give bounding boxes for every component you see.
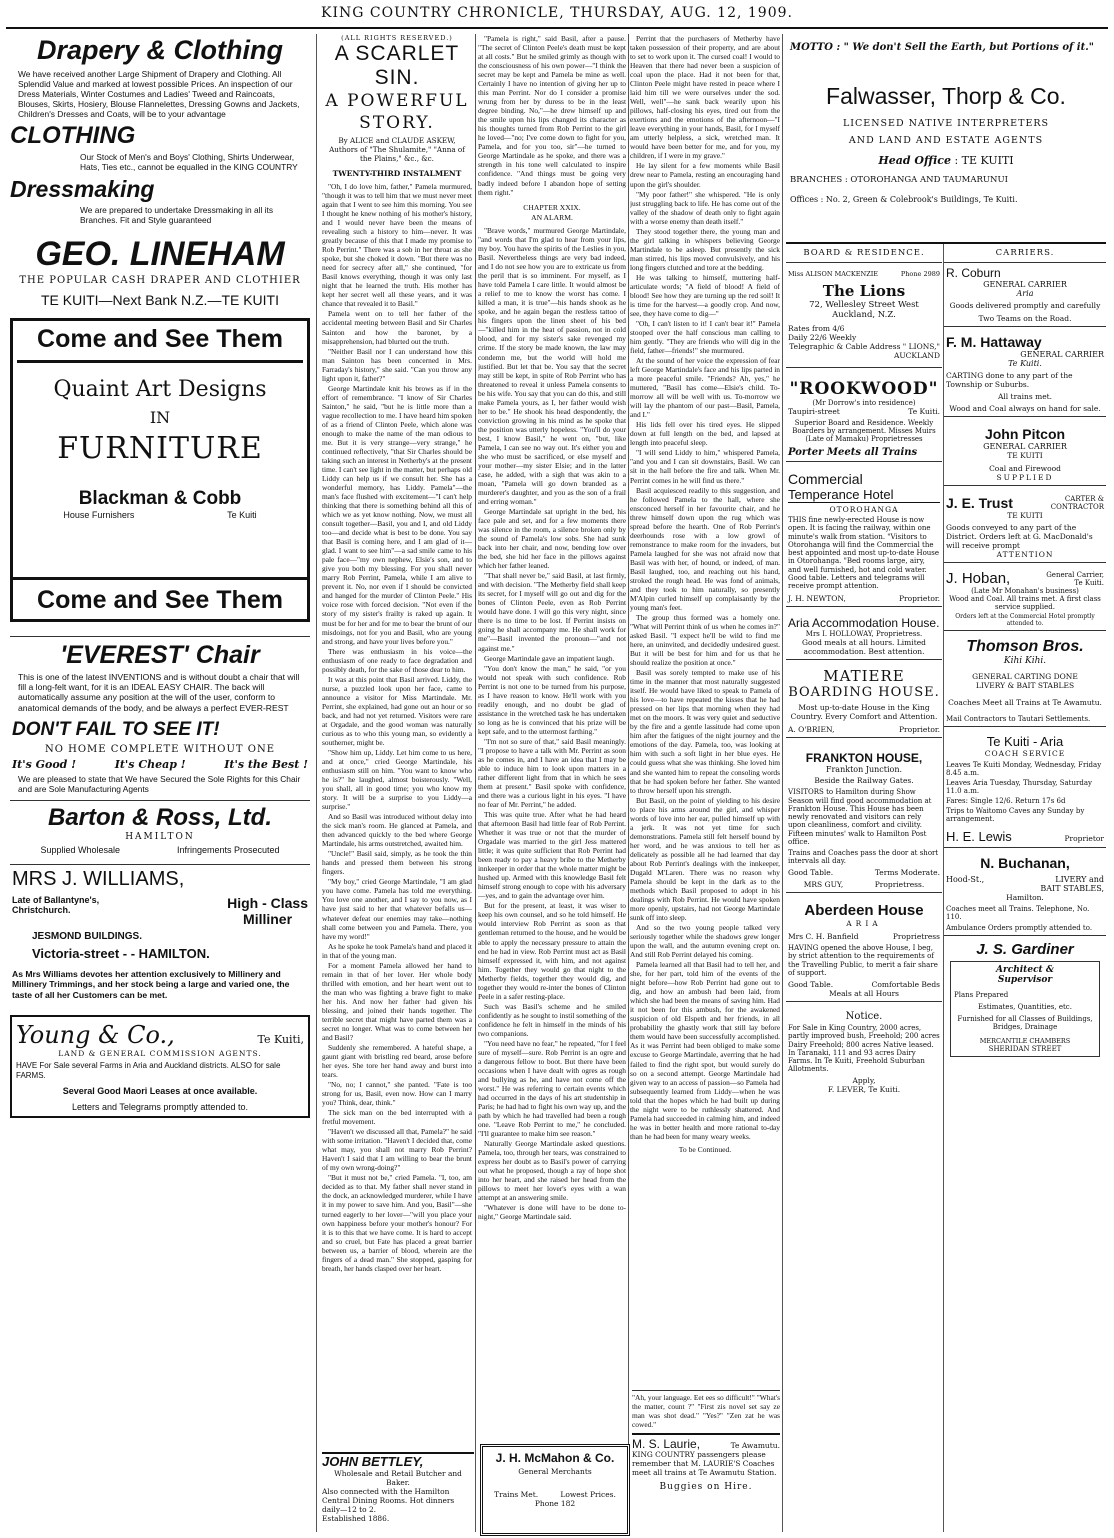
- serial-paragraph: Suddenly she remembered. A hateful shape, a gaunt giant with bristling red beard, arose before her eyes. She tore her hand away and burst into tears.: [322, 1042, 472, 1080]
- furniture-headline-top: Come and See Them: [17, 325, 303, 363]
- serial-paragraph: The group thus formed was a homely one. "What will Perrint think of us when he comes in?" asked Basil. "I expect he'll be wild to find me here, an uninvited, and decidedly undesired guest. But it will be best for him and for us that he should realize the position at once.": [630, 612, 780, 668]
- serial-paragraph: "Uncle!" Basil said, simply, as he took the thin hands and pressed them between his strong fingers.: [322, 849, 472, 877]
- coburn-town: Aria: [1016, 289, 1034, 298]
- aberdeen-meals: Meals at all Hours: [828, 989, 900, 998]
- slogan-good: It's Good !: [12, 757, 77, 771]
- falwasser-rule: [786, 242, 1106, 244]
- lewis-role: Proprietor: [1064, 834, 1104, 843]
- commercial-town: OTOROHANGA: [829, 505, 899, 514]
- coach-trips: Trips to Waitomo Caves any Sunday by arrangement.: [946, 807, 1085, 823]
- serial-paragraph: George Martindale gave an impatient laugh.: [484, 653, 615, 663]
- serial-paragraph: "Oh, I do love him, father," Pamela murmured, "though it was to tell him that we must never meet again that I went to see him this morning. You see I thought he knew nothing of his mother's history, and I would never have been the means of revealing such a history to him—never. It was greatly because of this that I made my promise to Rob Perrint." There was a sob in her throat as she spoke, but she choked it down. "But there was no need for secrecy after all," she continued, "for Basil knows everything, though it was only last night that he learned the truth. His mother has kept her secret well all these years, and it was chance that revealed it to Basil.": [322, 182, 472, 309]
- frankton-terms: Terms Moderate.: [874, 868, 940, 877]
- hoban-name: J. Hoban,: [946, 570, 1011, 587]
- lineham-sub: THE POPULAR CASH DRAPER AND CLOTHIER: [19, 274, 301, 286]
- aberdeen-table: Good Table.: [788, 980, 834, 989]
- rookwood-ad: [786, 367, 942, 461]
- mcmahon-prices: Lowest Prices.: [560, 1490, 616, 1499]
- chapter-number: CHAPTER XXIX.: [523, 202, 581, 212]
- serial-paragraph: But Basil, on the point of yielding to his desire to place his arms around the girl, and whisper words of love into her ear, pulled himself up with a jerk. It was not yet time for such demonstrations. Pamela still felt herself bound by her word, and he was anxious to tell her as delicately as possible all he had learned that day about Rob Perrint's dealings with the innkeeper, Dugald M'Laren. There was no reason why Pamela should be kept in the dark as to the methods which Basil proposed to adopt in his dealings with Rob Perrint. He would have spoken more openly, upstairs, had not George Martindale sunk off into sleep.: [630, 795, 780, 922]
- serial-paragraph: The sick man on the bed interrupted with a fretful movement.: [322, 1108, 472, 1127]
- barton-details: [12, 845, 308, 855]
- serial-paragraph: "Show him up, Liddy. Let him come to us here, and at once," cried George Martindale, his enthusiasm still on him. "You want to know who he is?" he laughed, almost boisterously. "Well, you shall, all in good time; you who know my story. It will be a surprise to you Liddy—a surprise.": [322, 747, 472, 812]
- notice-title: Notice.: [845, 1011, 883, 1022]
- falwasser-branches: BRANCHES : OTOROHANGA AND TAUMARUNUI: [790, 175, 1008, 185]
- coburn-role: GENERAL CARRIER: [983, 280, 1067, 289]
- serial-paragraph: And so Basil was introduced without delay into the sick man's room. He glanced at Pamela, and then advanced quickly to the bed where George Martindale, his arms outstretched, awaited him.: [322, 812, 472, 849]
- aria-title: Aria Accommodation House.: [788, 616, 940, 631]
- serial-paragraph: George Martindale sat upright in the bed, his face pale and set, and for a few moments there was silence in the room, a silence broken only by the sound of Pamela's low sobs. She had sunk back into her chair, and now, bending low over the bed, she hid her face in the pillows against which her father leaned.: [478, 507, 626, 571]
- falwasser-motto: MOTTO : " We don't Sell the Earth, but Portions of it.": [790, 42, 1094, 53]
- furniture-headline-bottom: Come and See Them: [13, 577, 307, 615]
- barton-town: HAMILTON: [125, 832, 195, 843]
- serial-paragraph: They stood together there, the young man and the girl talking in whispers believing George Martindale to be asleep. But presently the sick man stirred, his lips moved convulsively, and his long fingers clutched and tore at the bedding.: [630, 226, 780, 272]
- gardiner-estimates: Estimates, Quantities, etc.: [978, 1003, 1072, 1011]
- barton-title: Barton & Ross, Ltd.: [47, 804, 272, 832]
- coburn-name: R. Coburn: [946, 266, 1001, 280]
- williams-high: High - Class: [227, 895, 308, 912]
- commercial-name2: Temperance Hotel: [788, 487, 940, 503]
- serial-paragraph: Perrint that the purchasers of Metherby have taken possession of their property, and are about to set to work upon it. The cursed coal! I would to Heaven that there had never been a suspicion of coal upon the place. Had it not been for that, Clinton Peele might have rested in peace where I laid him till we were ourselves under the sod. Well, well"—he sank back wearily upon his pillows, half-closing his eyes, tired out from the exertions and the emotions of the afternoon—"I leave everything in your hands, Basil, for I myself am utterly helpless, a sick, wretched man. It would have been better for me, and for you, my children, if I were in my grave.": [630, 34, 780, 161]
- young-name: Young & Co.,: [16, 1021, 175, 1050]
- hoban-orders: Orders left at the Commercial Hotel promptly attended to.: [955, 613, 1095, 627]
- serial-paragraph: "My boy," cried George Martindale, "I am glad you have come. Pamela has told me everything. You love one another, and I say to you now, as I have just said to her that whatever befalls us—whatever defeat our enemies may take—nothing shall come between you and Pamela. There, you have my word!": [322, 877, 472, 941]
- gardiner-ad: [944, 935, 1106, 1063]
- bettley-name: JOHN BETTLEY,: [322, 1454, 424, 1469]
- laurie-buggies: Buggies on Hire.: [659, 1481, 753, 1492]
- lions-addr1: 72, Wellesley Street West: [809, 300, 919, 310]
- aberdeen-prop-row: [788, 932, 940, 941]
- frankton-role: Proprietress.: [874, 880, 925, 889]
- pitcon-coal: Coal and Firewood: [989, 464, 1061, 473]
- frankton-proprietor: MRS GUY,: [803, 880, 844, 889]
- lineham-name: GEO. LINEHAM: [35, 234, 285, 273]
- commercial-name1: Commercial: [788, 471, 863, 487]
- trust-text: Goods conveyed to any part of the District. Orders left at G. MacDonald's will receive prompt: [946, 523, 1093, 550]
- serial-byline: By ALICE and CLAUDE ASKEW, Authors of "The Shulamite," "Anna of the Plains," &c., &c.: [329, 136, 465, 163]
- masthead-rule: [6, 27, 1108, 29]
- serial-paragraph: "You need have no fear," he repeated, "for I feel sure of myself—sure. Rob Perrint is an ogre and a dangerous fellow to boot. But there have been occasions when I have dealt with ogres as rough and bullying as he, and have not come off the worst." He was referring to certain events which had occurred in the days of his art studentship in Paris; he had had to fight his own way up, and the path by which he had travelled had been a rough one. "Leave Rob Perrint to me," he concluded. "I'll guarantee to make him see reason.": [478, 1038, 626, 1139]
- hoban-text: Wood and Coal. All trains met. A first class service supplied.: [949, 595, 1101, 611]
- buchanan-row: [946, 875, 1104, 893]
- buchanan-place: Hood-St.,: [946, 875, 985, 884]
- clothing-title: CLOTHING: [10, 122, 136, 150]
- dressmaking-text: We are prepared to undertake Dressmaking in all its Branches. Fit and Style guaranteed: [80, 204, 274, 225]
- williams-text: As Mrs Williams devotes her attention exclusively to Millinery and Millinery Trimmings, and her stock being a large and varied one, the taste of all her Customers can be met.: [12, 969, 290, 1000]
- notice-text: For Sale in King Country, 2000 acres, partly improved bush, Freehold; 200 acres Dairy Freehold; 800 acres Native leased. In Taranaki, 111 and 93 acres Dairy Farms. In Te Kuiti, Freehold Suburban Allotments.: [788, 1024, 940, 1074]
- gardiner-furnished: Furnished for all Classes of Buildings, Bridges, Drainage: [957, 1015, 1093, 1031]
- carriers-column: [944, 248, 1106, 1532]
- commercial-text: THIS fine newly-erected House is now open. It is facing the railway, within one minute's walk from station. "Visitors to Otorohanga will find the Commercial the best appointed and most up-to-date House in Otorohanga. "Bed rooms large, airy, and well furnished, hot and cold water. Good table. Letters and telegrams will receive prompt attention.: [788, 516, 940, 590]
- hattaway-wood: Wood and Coal always on hand for sale.: [949, 404, 1101, 413]
- serial-title: A SCARLET SIN.: [334, 42, 460, 89]
- frankton-table: Good Table.: [788, 868, 834, 877]
- serial-paragraph: Such was Basil's scheme and he smiled confidently as he sought to instil something of the confidence he felt in himself in the minds of his two companions.: [478, 1001, 626, 1038]
- board-title: BOARD & RESIDENCE.: [803, 248, 925, 258]
- serial-paragraph: Basil was sorely tempted to make use of his time in the manner that most naturally suggested itself. He would have liked to speak to Pamela of his love—to have repeated the kisses that he had pressed on her lips that morning when they had met on the moors. It was very quiet and seductive by the fire and a gentle lassitude had come upon him after the fatigues of the night journey and the emotions of the day. Pamela, too, was looking at him with such a soft light in her blue eyes. He could guess what she was thinking. She loved him and she wanted him to repeat the consoling words that he had spoken before her father. She wanted to throw herself upon his strength.: [630, 668, 780, 795]
- serial-paragraph: "Whatever is done will have to be done to-night," George Martindale said.: [478, 1203, 626, 1222]
- serial-paragraph: "Neither Basil nor I can understand how this man Sainton has been concerned in Mrs. Farraday's history," she said. "Can you throw any light upon it, father?": [322, 346, 472, 383]
- dressmaking-title: Dressmaking: [10, 175, 155, 202]
- serial-paragraph: As he spoke he took Pamela's hand and placed it in that of the young man.: [322, 941, 472, 960]
- pitcon-name: John Pitcon: [984, 426, 1066, 442]
- rookwood-name: "ROOKWOOD": [789, 379, 939, 399]
- coach-leaves-kuiti: Leaves Te Kuiti Monday, Wednesday, Friday 8.45 a.m.: [946, 761, 1102, 777]
- slogan-cheap: It's Cheap !: [114, 757, 186, 771]
- drapery-ad: [10, 34, 310, 308]
- chapter-title: AN ALARM.: [531, 212, 573, 222]
- furniture-designs: Quaint Art Designs: [53, 376, 267, 402]
- serial-text-1: [322, 182, 472, 1273]
- trust-roles: [1051, 495, 1104, 511]
- lions-rates: Rates from 4/6 Daily 22/6 Weekly: [788, 324, 857, 342]
- trust-role2: CONTRACTOR: [1050, 503, 1104, 511]
- serial-paragraph: "Pamela is right," said Basil, after a pause. "The secret of Clinton Peele's death must be kept at all costs." But he smiled grimly as though with the consciousness of his own power—"I think the secret may be kept and Pamela be mine as well. Certainly I have no intention of giving her up to this man Perrint. Nor do I consider a promise wrung from her by duress to be in the least degree binding. No,"—he drew himself up and the smile upon his lips changed its character as his thoughts turned from Rob Perrint to the girl he loved—"no; I've come down to fight for you, Pamela, and for you too, sir"—he turned to George Martindale as he spoke, and there was a strength in his tone well calculated to inspire confidence. "And things must be going very badly indeed before I abandon hope of setting them right.": [478, 34, 626, 197]
- lineham-location: TE KUITI—Next Bank N.Z.—TE KUITI: [40, 291, 280, 308]
- serial-paragraph: It was at this point that Basil arrived. Liddy, the nurse, a puzzled look upon her face, came to announce a visitor for Miss Martindale. Mr. Perrint, she explained, had gone out an hour or so back, and had not yet returned. Visitors were rare at Orgadale, and the good woman was naturally curious as to who this young man, so evidently a southerner, might be.: [322, 674, 472, 747]
- young-town: Te Kuiti,: [257, 1033, 304, 1047]
- laurie-header: [632, 1437, 780, 1451]
- serial-subtitle: A POWERFUL: [325, 91, 469, 111]
- hattaway-role: GENERAL CARRIER: [1020, 350, 1104, 359]
- frankton-ad: [786, 737, 942, 892]
- serial-paragraph: Pamela went on to tell her father of the accidental meeting between Basil and Sir Charles Sainton and how the baronet, by a misapprehension, had blurted out the truth.: [322, 309, 472, 346]
- falwasser-ad: [786, 34, 1106, 240]
- commercial-role: Proprietor.: [898, 594, 940, 604]
- hattaway-text: CARTING done to any part of the Township or Suburbs.: [946, 371, 1073, 389]
- serial-paragraph: At the sound of her voice the expression of fear left George Martindale's face and his lips parted in a more peaceful smile. "Friends? Ah, yes," he muttered, "Basil has come—Elsie's child. To-morrow all will be well with us. To-morrow we will lay the phantom of our past—Basil, Pamela, and I.": [630, 356, 780, 420]
- serial-paragraph: There was enthusiasm in his voice—the enthusiasm of one ready to face degradation and possibly death, for the sake of those dear to him.: [322, 646, 472, 674]
- lions-top: [788, 270, 940, 278]
- serial-instalment: TWENTY-THIRD INSTALMENT: [332, 169, 462, 178]
- slogan-best: It's the Best !: [224, 757, 308, 771]
- buchanan-bait: BAIT STABLES,: [1040, 884, 1104, 893]
- everest-text: This is one of the latest INVENTIONS and is without doubt a chair that will fill a long-felt want, for it is an IDEAL EASY CHAIR. The back will automatically assume any position at the will of the user, conform to anatomical demands of the body, and be always a perfect EVER-REST: [18, 671, 300, 713]
- notice-ad: [786, 1001, 942, 1097]
- frankton-name: FRANKTON HOUSE,: [805, 751, 923, 766]
- lions-name: The Lions: [822, 282, 906, 300]
- gardiner-box: [950, 961, 1100, 1057]
- trust-header: [946, 495, 1104, 511]
- trust-role1: CARTER &: [1064, 495, 1104, 503]
- column-rule: [628, 34, 629, 1532]
- serial-paragraph: "No, no; I cannot," she panted. "Fate is too strong for us, Basil, even now. How can I marry you? Think, dear, think.": [322, 1080, 472, 1108]
- hattaway-ad: [944, 326, 1106, 416]
- falwasser-head-label: Head Office: [878, 154, 951, 167]
- laurie-ad: [632, 1433, 780, 1492]
- frankton-beside: Beside the Railway Gates.: [814, 776, 914, 786]
- col4-bottom: [632, 1390, 780, 1532]
- young-text: HAVE For Sale several Farms in Aria and Auckland districts. ALSO for sale FARMS.: [16, 1061, 281, 1080]
- serial-column-1: [322, 34, 472, 1532]
- everest-title: 'EVEREST' Chair: [60, 640, 260, 669]
- pitcon-town: TE KUITI: [1007, 451, 1043, 460]
- young-leases: Several Good Maori Leases at once available.: [62, 1086, 258, 1097]
- mcmahon-sub: General Merchants: [518, 1467, 592, 1476]
- laurie-name: M. S. Laurie,: [632, 1437, 701, 1452]
- matiere-name1: MATIERE: [823, 667, 905, 686]
- clothing-text: Our Stock of Men's and Boys' Clothing, Shirts Underwear, Hats, Ties etc., cannot be equalled in the KING COUNTRY: [80, 152, 298, 173]
- rookwood-text: Superior Board and Residence. Weekly Boarders by arrangement. Misses Muirs (Late of Mamaku) Proprietresses: [792, 419, 936, 443]
- serial-paragraph: This was quite true. After what he had heard that afternoon Basil had little fear of Rob Perrint. Whether it was true or not that the murder of Orgadale was married to the girl Jess mattered little; it was quite sufficient that Rob Perrint had been ready to pay a heavy bribe to the Metherby innkeeper in order that the whole matter might be hushed up. Armed with this knowledge Basil felt himself strong enough to cope with his adversary—yes, and to gain the advantage over him.: [478, 810, 626, 901]
- furniture-town: Te Kuiti: [227, 509, 257, 520]
- buchanan-ambulance: Ambulance Orders promptly attended to.: [946, 924, 1093, 932]
- column-rule: [475, 34, 476, 1532]
- rookwood-town: Te Kuiti.: [908, 407, 940, 416]
- buchanan-town: Hamilton.: [1006, 893, 1044, 902]
- hattaway-name: F. M. Hattaway: [946, 334, 1042, 350]
- young-ad: [10, 1015, 310, 1118]
- young-sub: LAND & GENERAL COMMISSION AGENTS.: [58, 1049, 262, 1059]
- williams-name: MRS J. WILLIAMS,: [12, 868, 185, 891]
- serial-paragraph: "I will send Liddy to him," whispered Pamela, "and you and I can sit downstairs, Basil. We can sit in the hall before the fire and talk. When Mr. Perrint comes in he will find us there.": [630, 448, 780, 485]
- serial-paragraph: His lids fell over his tired eyes. He slipped down at full length on the bed, and lapsed at length into peaceful sleep.: [630, 420, 780, 448]
- falwasser-head: [786, 154, 1106, 167]
- mcmahon-trains: Trains Met.: [494, 1490, 539, 1499]
- bettley-also: Also connected with the Hamilton Central Dining Rooms. Hot dinners daily—12 to 2.: [322, 1487, 455, 1514]
- williams-late: Late of Ballantyne's, Christchurch.: [12, 895, 100, 916]
- gardiner-name: J. S. Gardiner: [976, 941, 1074, 958]
- lions-ad: [786, 262, 942, 363]
- trust-name: J. E. Trust: [946, 495, 1013, 511]
- lewis-row: [946, 829, 1104, 844]
- serial-paragraph: Pamela learned all that Basil had to tell her, and she, for her part, told him of the events of the night before—how Rob Perrint had gone out to dig, and how an ambush had been laid, from which she had been the means of saving him. Had it not been for this ambush, for the awakened suspicion of old Elspeth and her friends, in all probability the ghastly work that still lay before them would have been successfully accomplished. As it was Perrint had been obliged to make some excuse to George Martindale, averring that he had failed to find the right spot, but would surely do so on a second attempt. George Martindale had given way to an access of passion—so Pamela had subsequently learned from Liddy—when he was told that the hopes which he had built up during the night were to be ruthlessly shattered. And Pamela had succeeded in calming him, and indeed he was in better health and more rational to-day than he had been for many weary weeks.: [630, 960, 780, 1141]
- masthead: KING COUNTRY CHRONICLE, THURSDAY, AUG. 12, 1909.: [321, 5, 793, 21]
- williams-ad: [10, 864, 310, 1003]
- hoban-role: General Carrier, Te Kuiti.: [1046, 570, 1104, 587]
- mcmahon-name: J. H. McMahon & Co.: [495, 1451, 615, 1465]
- everest-slogans: [12, 758, 308, 771]
- buchanan-stables: [1040, 875, 1104, 893]
- matiere-ad: [786, 659, 942, 737]
- lions-tele: Telegraphic & Cable Address " LIONS," AUCKLAND: [789, 342, 940, 360]
- furniture-ad: [10, 318, 310, 622]
- column-rule: [782, 34, 783, 1532]
- williams-building: JESMOND BUILDINGS.: [32, 931, 143, 943]
- aberdeen-table-row: [788, 980, 940, 989]
- serial-story-word: STORY.: [359, 113, 435, 133]
- frankton-table-row: [788, 868, 940, 877]
- thomson-line2: LIVERY & BAIT STABLES: [975, 681, 1075, 690]
- matiere-proprietor: A. O'BRIEN,: [788, 725, 835, 735]
- matiere-text: Most up-to-date House in the King Country. Every Comfort and Attention.: [790, 703, 938, 722]
- to-be-continued: To be Continued.: [678, 1144, 732, 1154]
- buchanan-name: N. Buchanan,: [980, 855, 1070, 871]
- serial-paragraph: "My poor father!" she whispered. "He is only just struggling back to life. He has come out of the valley of the shadow of death only to fight again with a worse enemy than death itself.": [630, 189, 780, 226]
- frankton-text: VISITORS to Hamilton during Show Season will find good accommodation at Frankton House. This House has been newly renovated and visitors can rely upon cleanliness, comfort and civility. Fifteen minutes' walk to Hamilton Post office.: [788, 788, 932, 846]
- board-residence-column: [786, 248, 942, 1532]
- falwasser-line2: AND LAND AND ESTATE AGENTS: [848, 135, 1044, 146]
- mcmahon-details: [483, 1490, 627, 1499]
- furniture-in: IN: [149, 407, 171, 427]
- gardiner-role2: Supervisor: [997, 975, 1053, 985]
- falwasser-line1: LICENSED NATIVE INTERPRETERS: [842, 118, 1050, 129]
- matiere-name2: BOARDING HOUSE.: [788, 685, 940, 701]
- aberdeen-ad: [786, 892, 942, 1001]
- everest-secured: We are pleased to state that We have Secured the Sole Rights for this Chair and are Sole Manufacturing Agents: [18, 773, 301, 795]
- notice-name: F. LEVER, Te Kuiti.: [827, 1084, 901, 1094]
- serial-paragraph: And so the two young people talked very seriously together while the shadows grew longer upon the wall, and the autumn evening crept on. And still Rob Perrint delayed his coming.: [630, 923, 780, 960]
- frankton-prop-row: [788, 880, 940, 889]
- serial-paragraph: "Brave words," murmured George Martindale, "and words that I'm glad to hear from your lips, my boy. You have the spirits of the Leslies in you, Basil. Nevertheless things are very bad indeed, and I do not see how you are to extricate us from the peril that is so imminent. For myself, as I have told Pamela I care little. It would almost be a relief to me to know the worst has come. I killed a man, it is true"—his hands shook as he spoke, and he again began the restless tattoo of his fingers upon the linen sheet of his bed—"killed him in the heat of passion, not in cold blood, and for my sister's sake revenged my crime. If the story be made known, the law may condemn me, but the world will hold me justified. But let that be. You say that the secret may still be kept, in spite of Rob Perrint who has threatened to reveal it unless Pamela consents to be his wife. You say that you can do this, and still make Pamela yours, as I, her father would wish her to be." He shook his head despondently, the conviction growing in his mind as he spoke that the position was utterly hopeless. "You'll do your best, I know Basil," he went on, "but, like Pamela, I can see no way out. It's either you and she who must be sacrificed, or else myself and your mother—my sister Elsie; and in the latter case, he added, with a sigh that was akin to a moan, "Pamela will go down branded as a murderer's daughter, and you as the son of a frail and erring woman.": [478, 226, 626, 506]
- buchanan-coaches: Coaches meet all Trains. Telephone, No. 110.: [946, 905, 1090, 921]
- serial-paragraph: "Haven't we discussed all that, Pamela?" he said with some irritation. "Haven't I decided that, come what may, you shall not marry Rob Perrint? Haven't I said that I am willing to bear the brunt of my own wrong-doing?": [322, 1127, 472, 1173]
- thomson-ad: [944, 630, 1106, 726]
- furniture-firm: Blackman & Cobb: [78, 487, 242, 509]
- gardiner-role1: Architect &: [996, 965, 1054, 975]
- bettley-text: Wholesale and Retail Butcher and Baker.: [334, 1469, 462, 1487]
- hoban-late: (Late Mr Monahan's business): [971, 587, 1079, 595]
- thomson-coaches: Coaches Meet all Trains at Te Awamutu.: [948, 698, 1102, 707]
- carriers-title: CARRIERS.: [995, 248, 1055, 258]
- aria-prop: Mrs I. HOLLOWAY, Proprietress.: [805, 630, 923, 639]
- barton-infringe: Infringements Prosecuted: [176, 845, 280, 856]
- serial-kicker: (ALL RIGHTS RESERVED.): [341, 34, 453, 42]
- trust-attention: ATTENTION: [996, 550, 1054, 559]
- column-rule: [316, 34, 317, 1532]
- coach-service-ad: [944, 726, 1106, 847]
- commercial-prop-row: [788, 594, 940, 603]
- barton-wholesale: Supplied Wholesale: [40, 845, 121, 856]
- serial-paragraph: "Oh, I can't listen to it! I can't bear it!" Pamela stooped over the half conscious man calling to him gently. "They are friends who will dig in the field, father—friends!" she murmured.: [630, 318, 780, 356]
- serial-paragraph: "I'm not so sure of that," said Basil meaningly. "I propose to have a talk with Mr. Perrint as soon as he comes in, and I have an idea that I may be able to induce him to look upon matters in a rather different light from that in which he sees them at present." Basil spoke with confidence, and there was a curious light in his eyes. "I have no fear of Mr. Perrint," he added.: [478, 736, 626, 810]
- thomson-town: Kihi Kihi.: [1003, 656, 1047, 666]
- coburn-ad: [944, 262, 1106, 326]
- trust-town: TE KUITI: [1007, 511, 1043, 520]
- laurie-text: KING COUNTRY passengers please remember that M. LAURIE'S Coaches meet all trains at Te Awamutu Station.: [632, 1450, 777, 1477]
- furniture-word: FURNITURE: [57, 430, 263, 466]
- rookwood-porter: Porter Meets all Trains: [788, 447, 918, 458]
- laurie-town: Te Awamutu.: [730, 1441, 780, 1451]
- lewis-name: H. E. Lewis: [946, 829, 1012, 844]
- advertising-column-1: [10, 34, 310, 1532]
- bettley-established: Established 1886.: [322, 1514, 390, 1523]
- serial-paragraph: Basil acquiesced readily to this suggestion, and he followed Pamela to the hall, where she ensconced herself in her favourite chair, and he threw himself down upon the rug which was spread before the hearth. One of Rob Perrint's deerhounds rose with a low growl of remonstrance to make room for the invaders, but Pamela laughed for she was not afraid now that Basil was with her, of hound, or indeed, of man. Basil laughed, too, and reaching out his hand, stroked the rough head. He was fond of animals, and they took to him naturally, so presently M'Alpin curled himself up complaisantly by the young man's feet.: [630, 485, 780, 612]
- thomson-mail: Mail Contractors to Tautari Settlements.: [946, 715, 1091, 723]
- pitcon-ad: [944, 416, 1106, 485]
- aberdeen-role: Proprietress: [892, 932, 940, 941]
- matiere-prop-row: [788, 725, 940, 734]
- rookwood-sub: (Mr Dorrow's into residence): [812, 399, 916, 407]
- serial-column-2: [478, 34, 626, 1532]
- serial-text-3: [630, 34, 780, 1154]
- serial-paragraph: For a moment Pamela allowed her hand to remain in that of her lover. Her whole body thrilled with emotion, and her heart went out to the man who was fighting a brave fight to make her his. And now her father had given his blessing, and joined their hands together. The terrible secret that might have parted them was a secret no longer. What was to come between her and Basil?: [322, 960, 472, 1042]
- dont-fail: DON'T FAIL TO SEE IT!: [12, 718, 220, 740]
- hattaway-trains: All trains met.: [997, 392, 1053, 401]
- coach-leaves-aria: Leaves Aria Tuesday, Thursday, Saturday 11.0 a.m.: [946, 779, 1092, 795]
- gardiner-chambers1: MERCANTILE CHAMBERS: [979, 1037, 1071, 1045]
- serial-paragraph: "But it must not be," cried Pamela. "I, too, am decided as to that. My father shall never stand in the dock, an acknowledged murderer, while I have it in my power to save him. And you, Basil"—she turned eagerly to her lover—"will you place your own happiness before your mother's honour? For it is to this that we have come. It is hard to accept and so cruel, but Fate has placed a great barrier between us, a barrier of blood, wherein are the fingers of a dead man." She stopped, gasping for breath, her hands clasped over her heart.: [322, 1173, 472, 1273]
- rookwood-place: Taupiri-street: [788, 407, 840, 416]
- aberdeen-proprietor: Mrs C. H. Banfield: [788, 932, 859, 941]
- hoban-ad: [944, 562, 1106, 630]
- mcmahon-ad: [480, 1444, 630, 1536]
- gardiner-chambers2: SHERIDAN STREET: [988, 1045, 1062, 1053]
- young-header: [16, 1021, 304, 1049]
- aberdeen-name: Aberdeen House: [804, 902, 924, 919]
- drapery-title: Drapery & Clothing: [36, 35, 284, 65]
- matiere-role: Proprietor.: [898, 725, 940, 735]
- everest-ad: [10, 636, 310, 800]
- aria-house-ad: [786, 606, 942, 659]
- mcmahon-phone: Phone 182: [534, 1499, 576, 1508]
- pitcon-supplied: SUPPLIED: [996, 473, 1054, 482]
- aberdeen-text: HAVING opened the above House, I beg, by strict attention to the requirements of the Travelling Public, to merit a fair share of support.: [788, 944, 938, 977]
- commercial-ad: [786, 461, 942, 606]
- young-letters: Letters and Telegrams promptly attended to.: [72, 1102, 248, 1113]
- coach-fares: Fares: Single 12/6. Return 17s 6d: [946, 797, 1066, 805]
- serial-paragraph: He was talking to himself, muttering half-articulate words; "A field of blood! A field of blood! See how they are turning up the red soil! It is time for the harvest—a goodly crop. And now, see, they have come to dig—": [630, 272, 780, 318]
- frankton-trains: Trains and Coaches pass the door at short intervals all day.: [788, 849, 939, 865]
- falwasser-name: Falwasser, Thorp & Co.: [826, 83, 1066, 109]
- serial-paragraph: But for the present, at least, it was wiser to keep his own counsel, and so he told himself. He would interview Rob Perrint as soon as that gentleman returned to the house, and he would be able to apply the necessary pressure to attain the end he had in view. Rob Perrint must act as Basil himself expressed it, with him, and not against him. Together they would go that night to the Metherby fields, together they would dig, and together they would re-inter the bones of Clinton Peele in a safer resting-place.: [478, 901, 626, 1001]
- coach-title: Te Kuiti - Aria: [986, 734, 1064, 749]
- serial-paragraph: He lay silent for a few moments while Basil drew near to Pamela, resting an encouraging hand upon the girl's shoulder.: [630, 161, 780, 189]
- commercial-proprietor: J. H. NEWTON,: [788, 594, 846, 604]
- williams-class: [227, 895, 308, 927]
- coach-sub: COACH SERVICE: [984, 749, 1066, 758]
- lions-proprietor: Miss ALISON MACKENZIE: [788, 270, 879, 278]
- serial-paragraph: Naturally George Martindale asked questions. Pamela, too, through her tears, was constrained to express her doubt as to Basil's power of carrying out what he proposed, though a ray of hope shot into her heart, and she raised her head from the pillows to meet her lover's eyes with a wan attempt at an answering smile.: [478, 1139, 626, 1203]
- serial-column-3: [630, 34, 780, 1532]
- furniture-details: [17, 510, 303, 520]
- coburn-teams: Two Teams on the Road.: [978, 314, 1072, 323]
- aberdeen-town: ARIA: [846, 919, 882, 928]
- williams-street: Victoria-street - - HAMILTON.: [32, 946, 210, 962]
- lions-phone: Phone 2989: [900, 270, 940, 278]
- no-home: NO HOME COMPLETE WITHOUT ONE: [44, 743, 275, 755]
- hoban-header: [946, 570, 1104, 587]
- aberdeen-beds: Comfortable Beds: [871, 980, 940, 989]
- williams-milliner: Milliner: [243, 911, 293, 928]
- thomson-line1: GENERAL CARTING DONE: [972, 672, 1078, 681]
- furniture-trade: House Furnishers: [63, 509, 135, 520]
- falwasser-head-value: : TE KUITI: [954, 154, 1014, 167]
- rookwood-place-row: [788, 407, 940, 416]
- buchanan-ad: [944, 847, 1106, 935]
- drapery-text: We have received another Large Shipment of Drapery and Clothing. All Splendid Value and marked at lowest possible Prices. An inspection of our Dress Materials, Winter Costumes and Ladies' Tweed and Raincoats, Blouses, Skirts, Hosiery, Blouse Flannelettes, Dressing Gowns and Jackets, Children's Dresses and Coats, will be to your advantage: [18, 69, 300, 120]
- joke-text: "Ah, your language. Eet ees so difficult!" "What's the matter, count ?" "First zis novel set say ze man was shot dead." "Yes?" "Zen zat he was cowed.": [632, 1390, 780, 1429]
- pitcon-role: GENERAL CARRIER: [983, 442, 1067, 451]
- serial-paragraph: "That shall never be," said Basil, at last firmly, and with decision. "The Metherby field shall keep its secret, for I myself will go out and dig for the bones of Clinton Peele, even as Rob Perrint would have done. I will go this very night, since there is no time to be lost. If Perrint insists on going he shall accompany me. He shall work for me"—Basil invented the pronoun—"and not against me.": [478, 571, 626, 653]
- notice-apply: Apply,: [852, 1075, 876, 1085]
- buchanan-livery: LIVERY and: [1055, 875, 1104, 884]
- barton-ad: [10, 800, 310, 864]
- hattaway-town: Te Kuiti.: [1008, 359, 1042, 368]
- serial-paragraph: George Martindale knit his brows as if in the effort of remembrance. "I know of Sir Charles Sainton," he said, "but he is little more than a vague recollection to me. I have heard him spoken of as a friend of Clinton Peele, which alone was enough to make the name of the man odious to me. But it is very strange—very strange," he continued reflectively, "that Sir Charles should be taking such an interest in Netherby's at the present time. I can't see light in the matter, but perhaps old Liddy can help us if we consult her. She has a wonderful memory, has Liddy. Pamela"—the man's face flushed with excitement—"I can't help thinking that there is something behind all this of which we as yet know nothing. Now, we must all consult together—Basil, you and I, and old Liddy too—and decide what is best to be done. You say that Basil is coming here, and I am glad of it—glad. I want to see him"—a sad smile came to his pale face—"my own nephew, Elsie's son, and to give you both my blessing. For you shall never marry Rob Perrint, Pamela, while I am alive to prevent it. No, nor even if I should be convicted and hanged for the murder of Clinton Peele." His voice rose with forced decision. "Not even if the story of my sister's frailty is raked up again. It must be for her and for me to bear the brunt of our misdoings, not for you and Basil, who are young and strong, and have your lives before you.": [322, 383, 472, 646]
- falwasser-offices: Offices : No. 2, Green & Colebrook's Buildings, Te Kuiti.: [790, 195, 1018, 204]
- serial-paragraph: "You don't know the man," he said, "or you would not speak with such confidence. Rob Perrint is not one to be turned from his purpose, as I have reason to know. He'll work with you readily enough, and no doubt be glad of assistance in the wretched task he has undertaken so long as he is convinced that his prize will be kept safe, and to the uttermost farthing.": [478, 663, 626, 736]
- trust-ad: [944, 485, 1106, 562]
- gardiner-plans: Plans Prepared: [954, 991, 1009, 999]
- bettley-ad: [322, 1452, 474, 1534]
- coburn-text: Goods delivered promptly and carefully: [949, 301, 1101, 310]
- aria-text: Good meals at all hours. Limited accommodation. Best attention.: [802, 638, 926, 657]
- lions-addr2: Auckland, N.Z.: [832, 310, 896, 320]
- williams-row: [12, 895, 308, 927]
- frankton-place: Frankton Junction.: [825, 765, 903, 775]
- thomson-name: Thomson Bros.: [966, 638, 1084, 655]
- serial-text-2: [478, 34, 626, 1221]
